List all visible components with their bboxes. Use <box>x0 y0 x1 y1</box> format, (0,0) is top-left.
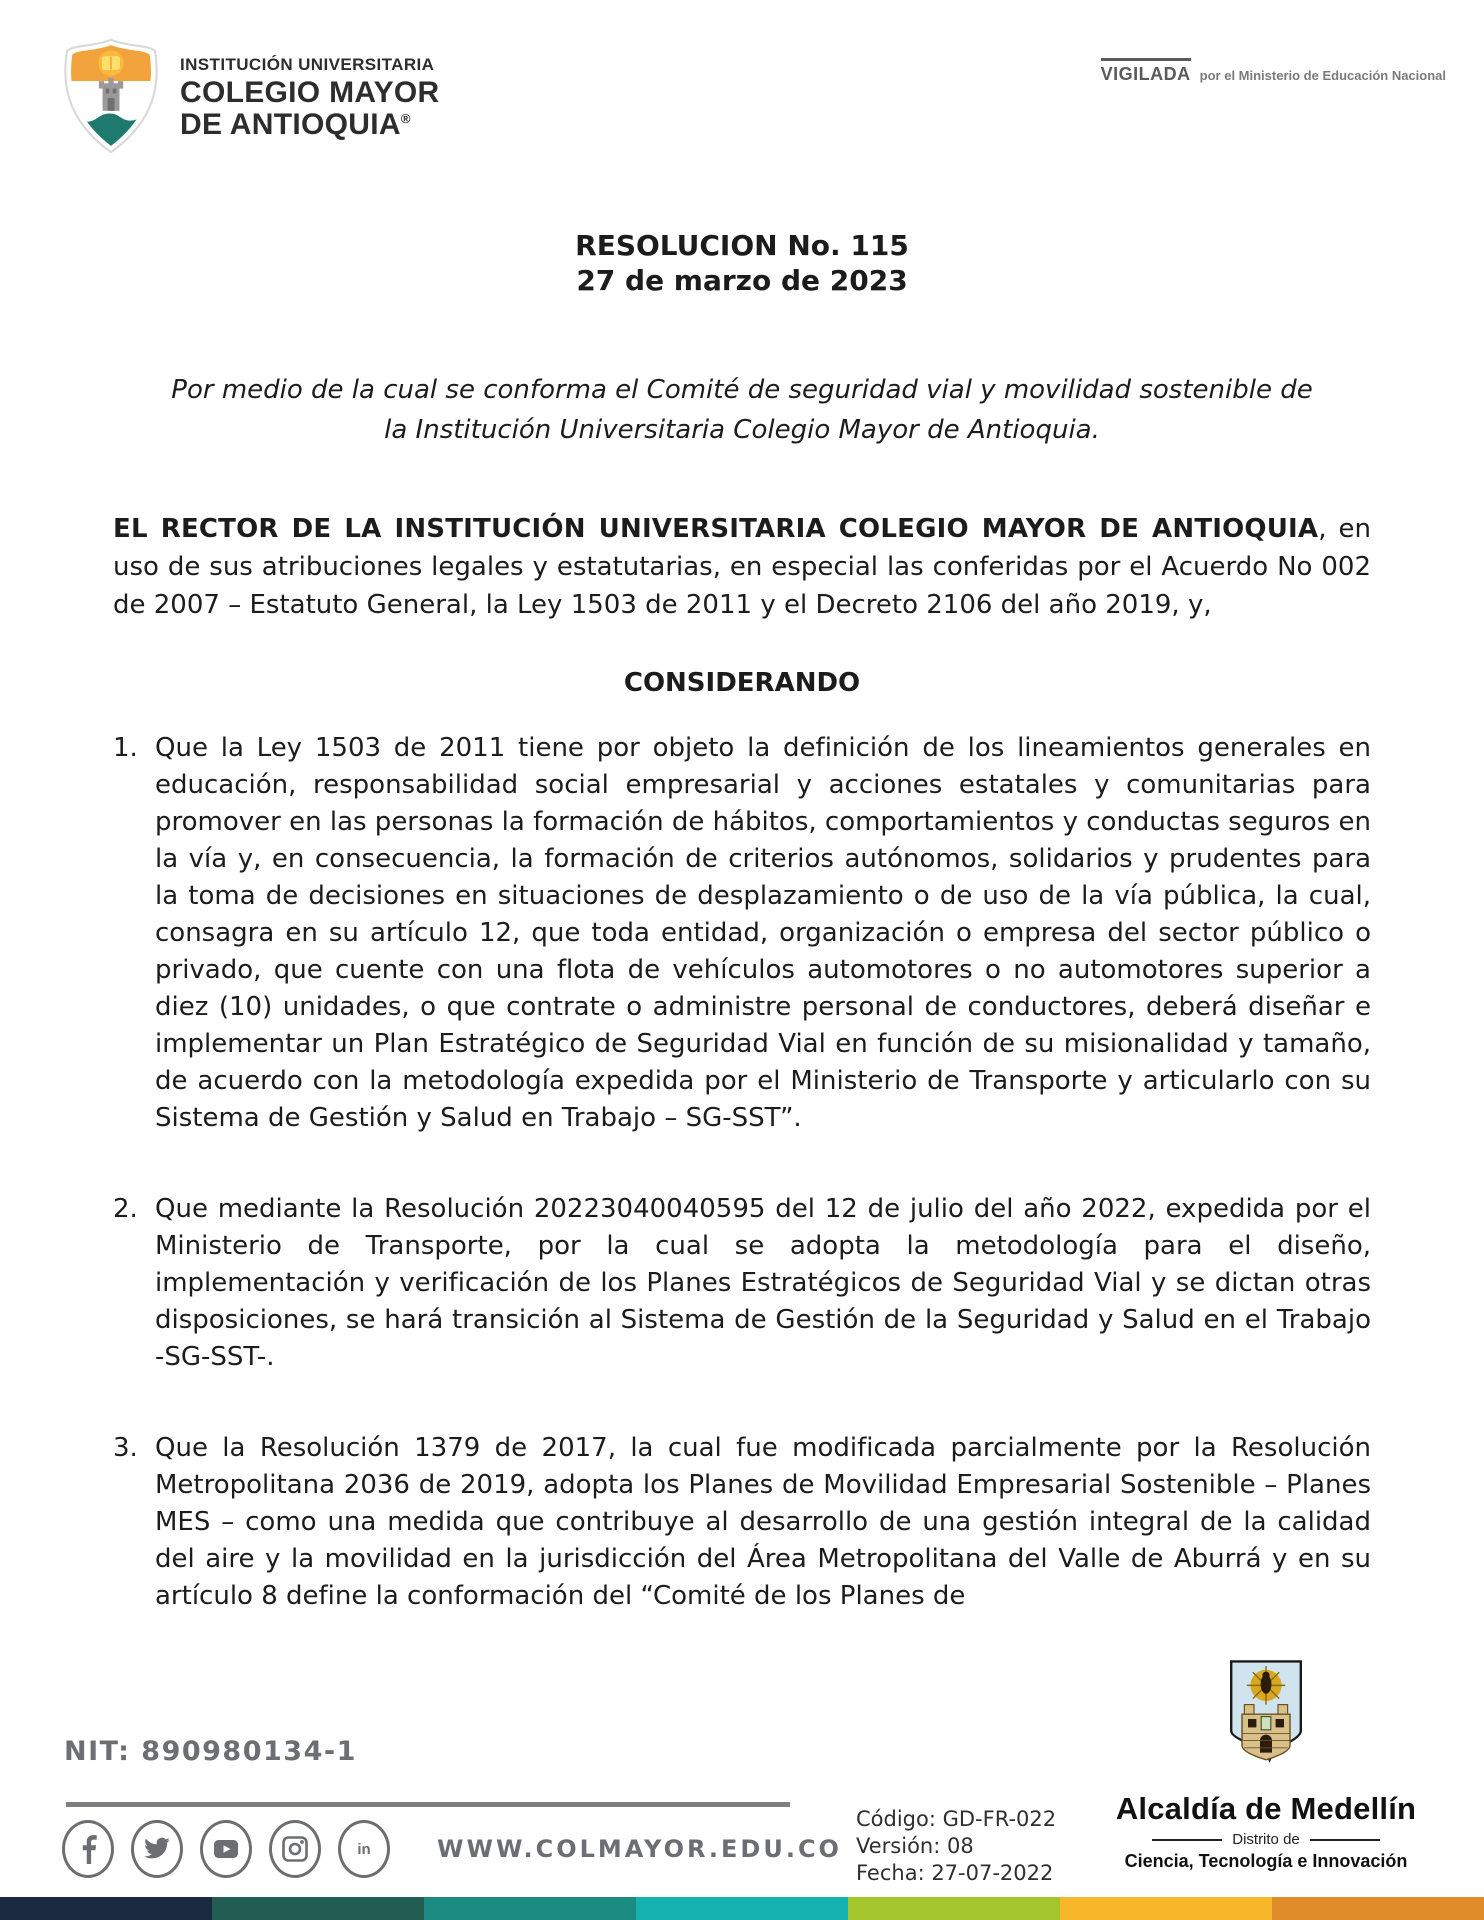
svg-text:in: in <box>357 1841 371 1858</box>
considerando-item-1: Que la Ley 1503 de 2011 tiene por objeto la definición de los lineamientos generales en educación, responsabilidad social empresarial y acciones estatales y comunitarias para promover en las personas la formación de hábitos, comportamientos y conductas seguros en la vía y, en consecuencia, la formación de criterios autónomos, solidarios y prudentes para la toma de decisiones en situaciones de desplazamiento o de uso de la vía pública, la cual, consagra en su artículo 12, que toda entidad, organización o empresa del sector público o privado, que cuente con una flota de vehículos automotores o no automotores superior a diez (10) unidades, o que contrate o administre personal de conductores, deberá diseñar e implementar un Plan Estratégico de Seguridad Vial en función de su misionalidad y tamaño, de acuerdo con la metodología expedida por el Ministerio de Transporte y articularlo con su Sistema de Gestión y Salud en Trabajo – SG-SST”. <box>155 733 1371 1133</box>
color-bar-segment <box>1272 1897 1484 1920</box>
document-control-block <box>856 1806 1056 1887</box>
linkedin-icon[interactable] <box>338 1820 390 1878</box>
logo-line2: COLEGIO MAYOR <box>180 76 440 109</box>
preamble-bold: EL RECTOR DE LA INSTITUCIÓN UNIVERSITARIA COLEGIO MAYOR DE ANTIOQUIA <box>113 514 1319 544</box>
footer-divider <box>66 1802 790 1807</box>
nit-label: NIT: 890980134-1 <box>64 1736 357 1767</box>
alcaldia-name: Alcaldía de Medellín <box>1115 1791 1417 1826</box>
doc-fecha: Fecha: 27-07-2022 <box>856 1861 1054 1885</box>
twitter-icon[interactable] <box>131 1820 183 1878</box>
youtube-icon[interactable] <box>200 1820 252 1878</box>
alcaldia-distrito-label: Distrito de <box>1232 1831 1300 1848</box>
document-body <box>113 228 1371 1669</box>
logo-line3: DE ANTIOQUIA® <box>180 108 411 141</box>
colmayor-logo-text <box>180 56 440 140</box>
considerando-item-3: Que la Resolución 1379 de 2017, la cual fue modificada parcialmente por la Resolución Metropolitana 2036 de 2019, adopta los Planes de Movilidad Empresarial Sostenible – Planes MES – como una medida que contribuye al desarrollo de una gestión integral de la calidad del aire y la movilidad en la jurisdicción del Área Metropolitana del Valle de Aburrá y en su artículo 8 define la conformación del “Comité de los Planes de <box>155 1433 1371 1611</box>
resolution-date: 27 de marzo de 2023 <box>576 264 908 297</box>
vigilada-text: por el Ministerio de Educación Nacional <box>1199 68 1446 83</box>
distrito-rule-left <box>1152 1839 1222 1841</box>
resolution-number: RESOLUCION No. 115 <box>575 229 909 262</box>
alcaldia-logo <box>1106 1658 1426 1872</box>
footer-color-bar <box>0 1897 1484 1920</box>
color-bar-segment <box>0 1897 212 1920</box>
alcaldia-cti: Ciencia, Tecnología e Innovación <box>1124 1851 1408 1871</box>
website-link[interactable]: WWW.COLMAYOR.EDU.CO <box>437 1835 842 1863</box>
social-links-row <box>62 1820 842 1878</box>
considerando-list <box>113 730 1371 1615</box>
considerando-item-2: Que mediante la Resolución 20223040040595 del 12 de julio del año 2022, expedida por el Ministerio de Transporte, por la cual se adopta la metodología para el diseño, implementación y verificación de los Planes Estratégicos de Seguridad Vial y se dictan otras disposiciones, se hará transición al Sistema de Gestión de la Seguridad y Salud en el Trabajo -SG-SST-. <box>155 1194 1371 1372</box>
color-bar-segment <box>1060 1897 1272 1920</box>
registered-mark: ® <box>400 111 411 126</box>
instagram-icon[interactable] <box>269 1820 321 1878</box>
color-bar-segment <box>212 1897 424 1920</box>
facebook-icon[interactable] <box>62 1820 114 1878</box>
color-bar-segment <box>424 1897 636 1920</box>
colmayor-shield-icon <box>58 36 164 160</box>
alcaldia-distrito <box>1106 1831 1426 1848</box>
doc-version: Versión: 08 <box>856 1834 974 1858</box>
colmayor-logo <box>58 36 440 160</box>
preamble-paragraph <box>113 510 1371 624</box>
alcaldia-shield-icon <box>1106 1658 1426 1785</box>
considerando-heading: CONSIDERANDO <box>623 668 861 698</box>
color-bar-segment <box>848 1897 1060 1920</box>
color-bar-segment <box>636 1897 848 1920</box>
distrito-rule-right <box>1310 1839 1380 1841</box>
resolution-subject: Por medio de la cual se conforma el Comité de seguridad vial y movilidad sostenible de la Institución Universitaria Colegio Mayor de Antioquia. <box>171 375 1313 445</box>
vigilada-label: VIGILADA <box>1101 58 1191 85</box>
vigilada-badge <box>1101 58 1446 85</box>
doc-codigo: Código: GD-FR-022 <box>856 1807 1057 1831</box>
logo-line1: INSTITUCIÓN UNIVERSITARIA <box>180 55 435 74</box>
preamble-rest: , en uso de sus atribuciones legales y estatutarias, en especial las conferidas por el Acuerdo No 002 de 2007 – Estatuto General, la Ley 1503 de 2011 y el Decreto 2106 del año 2019, y, <box>113 514 1371 620</box>
resolution-title <box>113 228 1371 298</box>
